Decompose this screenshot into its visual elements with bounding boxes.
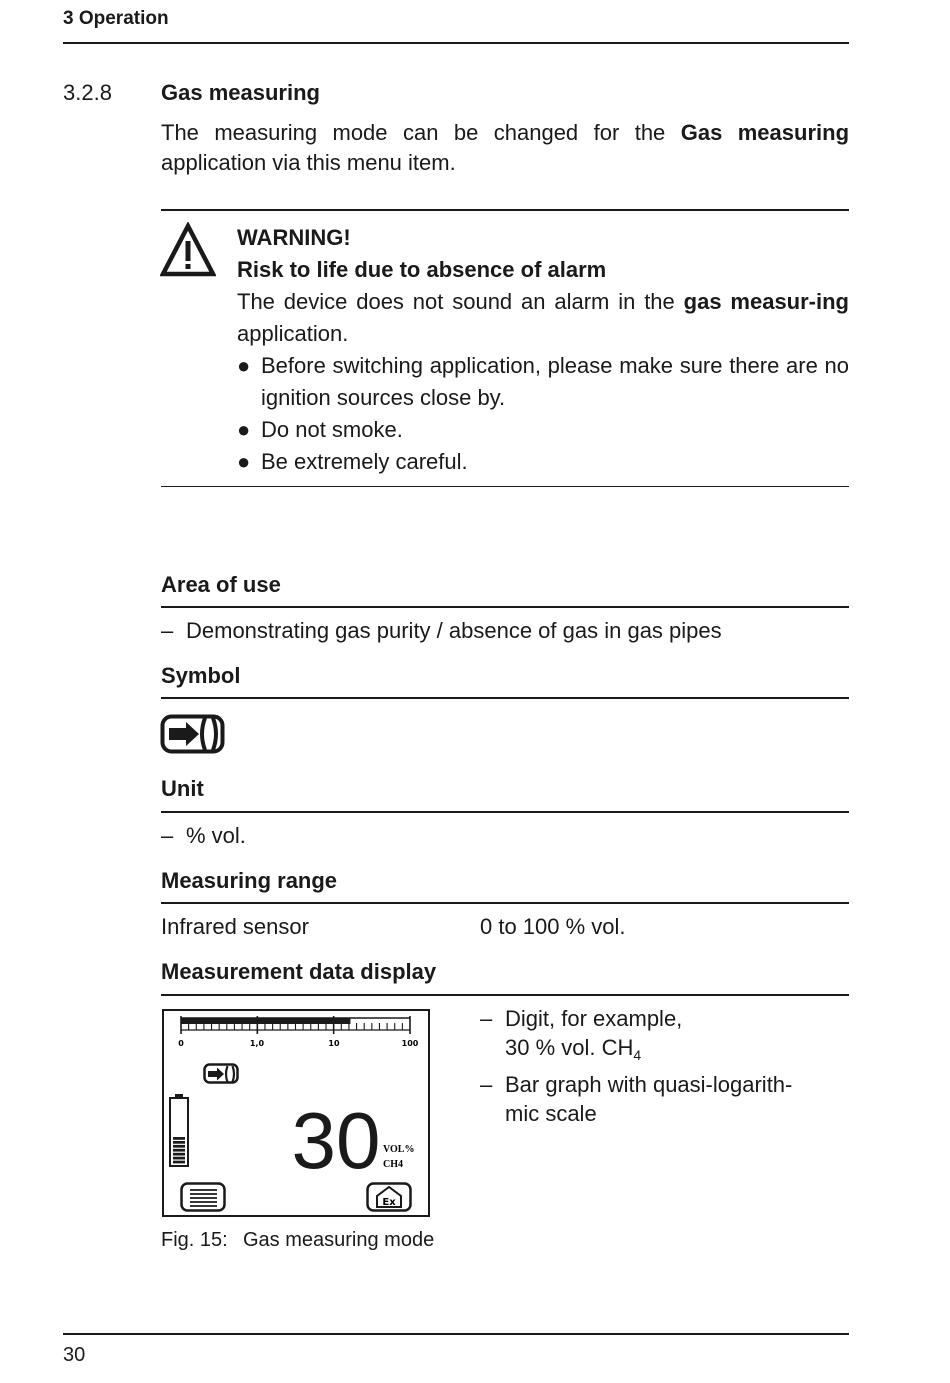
warning-bullet [237, 350, 849, 414]
measured-value: 30 [291, 1096, 381, 1185]
value-unit: VOL% [383, 1144, 415, 1155]
warning-body-bold: gas measur-ing [683, 289, 849, 314]
area-of-use-text: Demonstrating gas purity / absence of gas in gas pipes [186, 618, 722, 643]
bullet-dot: ● [237, 417, 251, 442]
warning-headline: Risk to life due to absence of alarm [237, 257, 607, 282]
battery-segment [173, 1161, 185, 1164]
ex-house-icon [368, 1184, 411, 1211]
unit-heading: Unit [161, 776, 204, 801]
warning-body-post: application. [237, 321, 349, 346]
battery-segment [173, 1153, 185, 1156]
dash: – [480, 1006, 493, 1031]
display-heading: Measurement data display [161, 959, 437, 984]
display-note-line: Digit, for example, [505, 1006, 683, 1031]
section-number: 3.2.8 [63, 80, 112, 105]
intro-text-post: application via this menu item. [161, 150, 456, 175]
warning-block [237, 222, 849, 478]
svg-text:Ex: Ex [382, 1197, 396, 1208]
display-note-text: 30 % vol. CH [505, 1035, 634, 1060]
gas-measuring-mode-icon [160, 714, 226, 754]
intro-text-bold: Gas measuring [680, 120, 850, 145]
warning-bullet-text: Be extremely careful. [261, 449, 468, 474]
area-of-use-rule [161, 606, 849, 608]
battery-segment [173, 1149, 185, 1152]
footer-rule [63, 1333, 849, 1335]
section-title: Gas measuring [161, 80, 320, 105]
scale-label: 100 [401, 1039, 419, 1048]
display-note [480, 1004, 840, 1070]
warning-bullet-text: Before switching application, please make sure there are no ignition sources close by. [261, 353, 849, 410]
scale-label: 0 [178, 1039, 184, 1048]
display-note-line: mic scale [505, 1101, 597, 1126]
unit-rule [161, 811, 849, 813]
symbol-heading: Symbol [161, 663, 241, 688]
subscript: 4 [633, 1047, 642, 1063]
warning-body-pre: The device does not sound an alarm in the [237, 289, 684, 314]
battery-segment [173, 1137, 185, 1140]
sensor-range: 0 to 100 % vol. [480, 914, 626, 939]
warning-body [237, 286, 849, 350]
bar-graph-fill [181, 1018, 350, 1024]
warning-bottom-rule [161, 486, 849, 487]
unit-text: % vol. [186, 823, 246, 848]
scale-label: 10 [328, 1039, 340, 1048]
battery-icon [170, 1094, 188, 1166]
dash: – [480, 1072, 493, 1097]
value-gas: CH4 [383, 1159, 403, 1170]
figure-caption [161, 1229, 434, 1252]
battery-segment [173, 1157, 185, 1160]
intro-paragraph [161, 118, 849, 178]
measuring-range-heading: Measuring range [161, 868, 338, 893]
warning-top-rule [161, 209, 849, 211]
dash: – [161, 823, 174, 848]
unit-item [161, 823, 246, 849]
display-note-line [505, 1033, 840, 1070]
chapter-header: 3 Operation [63, 8, 169, 29]
dash: – [161, 618, 174, 643]
battery-segment [173, 1145, 185, 1148]
symbol-rule [161, 697, 849, 699]
area-of-use-item [161, 618, 722, 644]
scale-label: 1,0 [249, 1039, 265, 1048]
lcd-screen [164, 1011, 428, 1215]
page-number: 30 [63, 1344, 86, 1366]
display-rule [161, 994, 849, 996]
warning-bullet [237, 446, 849, 478]
area-of-use-heading: Area of use [161, 572, 281, 597]
bullet-dot: ● [237, 449, 251, 474]
lcd-display [162, 1009, 430, 1217]
sensor-name: Infrared sensor [161, 914, 309, 939]
intro-text-pre: The measuring mode can be changed for the [161, 120, 681, 145]
display-note-line: Bar graph with quasi-logarith- [505, 1072, 793, 1097]
gas-measuring-mode-icon [205, 1065, 238, 1083]
warning-bullet-text: Do not smoke. [261, 417, 403, 442]
measuring-range-rule [161, 902, 849, 904]
display-notes [480, 1004, 840, 1128]
figure-caption-text: Gas measuring mode [243, 1229, 435, 1251]
bullet-dot: ● [237, 353, 251, 378]
warning-triangle-icon [160, 222, 216, 278]
menu-list-icon [182, 1184, 225, 1211]
header-rule [63, 42, 849, 44]
battery-segment [173, 1141, 185, 1144]
warning-bullet [237, 414, 849, 446]
warning-label: WARNING! [237, 225, 351, 250]
display-note [480, 1070, 840, 1128]
figure-label: Fig. 15: [161, 1229, 228, 1251]
